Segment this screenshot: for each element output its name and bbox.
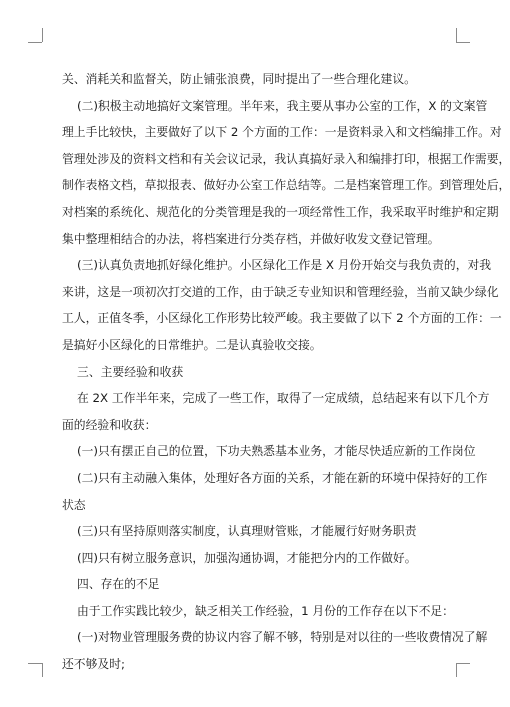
text-line: 工人，正值冬季，小区绿化工作形势比较严峻。我主要做了以下 2 个方面的工作：一 bbox=[62, 311, 502, 326]
text-line: 理上手比较快，主要做好了以下 2 个方面的工作：一是资料录入和文档编排工作。对 bbox=[62, 125, 502, 140]
text-line: 四、存在的不足 bbox=[77, 577, 160, 592]
text-line: (一)只有摆正自己的位置，下功夫熟悉基本业务，才能尽快适应新的工作岗位 bbox=[77, 444, 476, 459]
text-line: (四)只有树立服务意识，加强沟通协调，才能把分内的工作做好。 bbox=[77, 550, 417, 565]
text-line: 集中整理相结合的办法，将档案进行分类存档，并做好收发文登记管理。 bbox=[62, 231, 440, 246]
text-line: 是搞好小区绿化的日常维护。二是认真验收交接。 bbox=[62, 337, 322, 352]
text-line: 关、消耗关和监督关，防止铺张浪费，同时提出了一些合理化建议。 bbox=[62, 72, 416, 86]
text-line: (二)只有主动融入集体，处理好各方面的关系，才能在新的环境中保持好的工作 bbox=[77, 470, 488, 485]
text-line: (一)对物业管理服务费的协议内容了解不够，特别是对以往的一些收费情况了解 bbox=[77, 630, 488, 645]
text-line: (三)认真负责地抓好绿化维护。小区绿化工作是 X 月份开始交与我负责的，对我 bbox=[77, 258, 492, 273]
text-line: 制作表格文档，草拟报表、做好办公室工作总结等。二是档案管理工作。到管理处后， bbox=[62, 178, 510, 193]
text-line: 还不够及时; bbox=[62, 657, 125, 672]
text-line: (二)积极主动地搞好文案管理。半年来，我主要从事办公室的工作，X 的文案管 bbox=[77, 98, 488, 113]
text-line: 对档案的系统化、规范化的分类管理是我的一项经常性工作，我采取平时维护和定期 bbox=[62, 204, 499, 219]
text-line: 三、主要经验和收获 bbox=[77, 364, 184, 379]
text-line: 由于工作实践比较少，缺乏相关工作经验，1 月份的工作存在以下不足： bbox=[77, 603, 454, 618]
document-body bbox=[62, 66, 510, 678]
text-line: 面的经验和收获： bbox=[62, 417, 157, 432]
text-line: 在 2X 工作半年来，完成了一些工作，取得了一定成绩，总结起来有以下几个方 bbox=[77, 391, 490, 406]
text-line: 管理处涉及的资料文档和有关会议记录，我认真搞好录入和编排打印，根据工作需要， bbox=[62, 151, 510, 166]
text-line: 来讲，这是一项初次打交道的工作，由于缺乏专业知识和管理经验，当前又缺少绿化 bbox=[62, 284, 499, 299]
text-line: (三)只有坚持原则落实制度，认真理财管账，才能履行好财务职责 bbox=[77, 524, 417, 539]
text-line: 状态 bbox=[62, 497, 86, 512]
